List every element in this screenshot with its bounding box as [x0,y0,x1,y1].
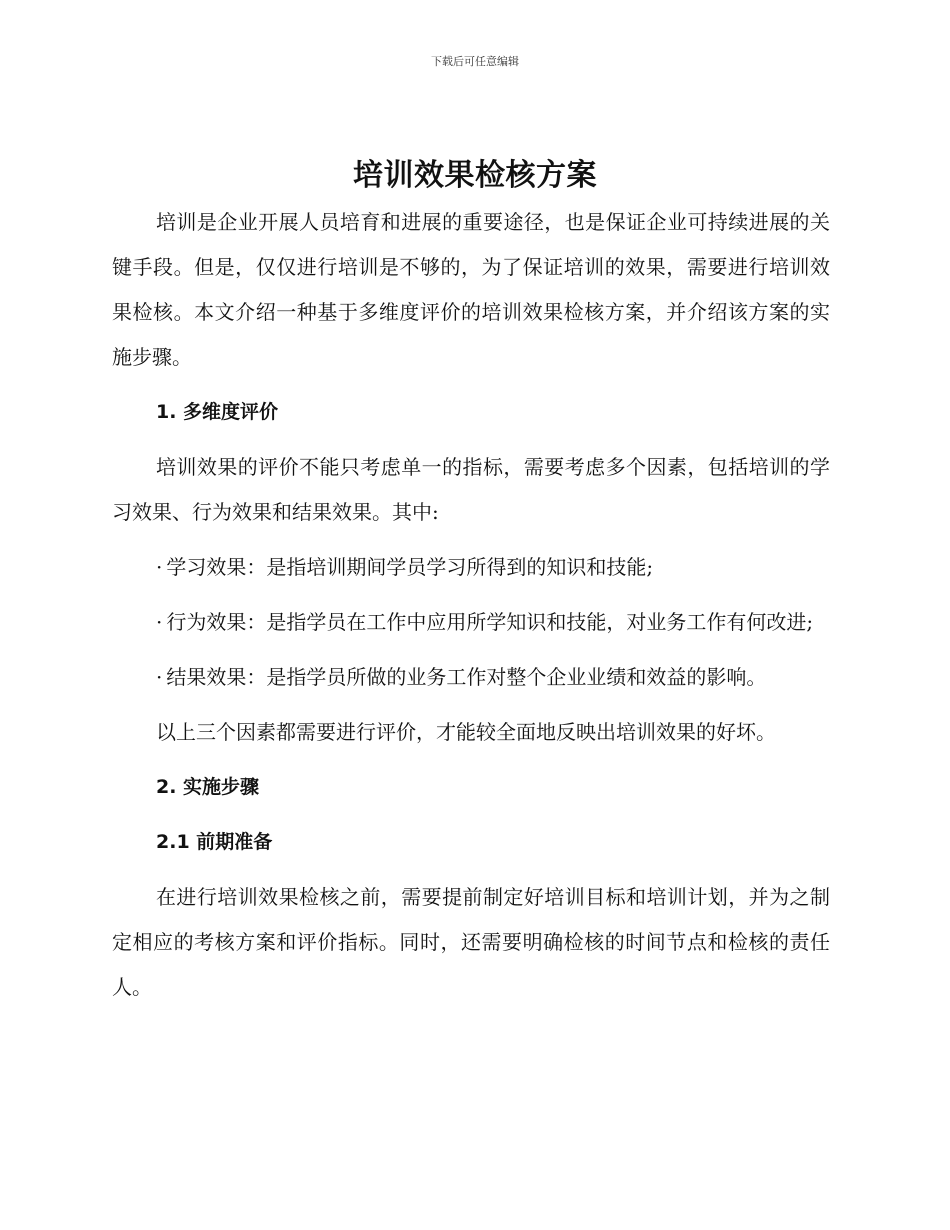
bullet-marker: · [156,610,163,634]
document-body [112,200,830,1020]
section1-conclusion: 以上三个因素都需要进行评价，才能较全面地反映出培训效果的好坏。 [156,720,776,744]
bullet-text: 学习效果：是指培训期间学员学习所得到的知识和技能; [166,555,654,579]
bullet-item-learning [112,545,830,590]
bullet-item-result [112,655,830,700]
section-heading-1: 1. 多维度评价 [156,401,279,423]
intro-paragraph: 培训是企业开展人员培育和进展的重要途径，也是保证企业可持续进展的关键手段。但是，仅仅进行培训是不够的，为了保证培训的效果，需要进行培训效果检核。本文介绍一种基于多维度评价的培训效果检核方案，并介绍该方案的实施步骤。 [112,210,830,369]
section1-paragraph: 培训效果的评价不能只考虑单一的指标，需要考虑多个因素，包括培训的学习效果、行为效果和结果效果。其中: [112,455,830,524]
page-header: 下载后可任意编辑 [431,55,519,68]
bullet-text: 结果效果：是指学员所做的业务工作对整个企业业绩和效益的影响。 [166,665,767,689]
bullet-marker: · [156,555,163,579]
bullet-item-behavior [112,600,830,645]
section2-1-paragraph: 在进行培训效果检核之前，需要提前制定好培训目标和培训计划，并为之制定相应的考核方案和评价指标。同时，还需要明确检核的时间节点和检核的责任人。 [112,885,830,999]
section-heading-2: 2. 实施步骤 [156,776,260,798]
bullet-marker: · [156,665,163,689]
document-title: 培训效果检核方案 [353,158,597,193]
subsection-heading-2-1: 2.1 前期准备 [156,831,273,853]
bullet-text: 行为效果：是指学员在工作中应用所学知识和技能，对业务工作有何改进; [166,610,814,634]
